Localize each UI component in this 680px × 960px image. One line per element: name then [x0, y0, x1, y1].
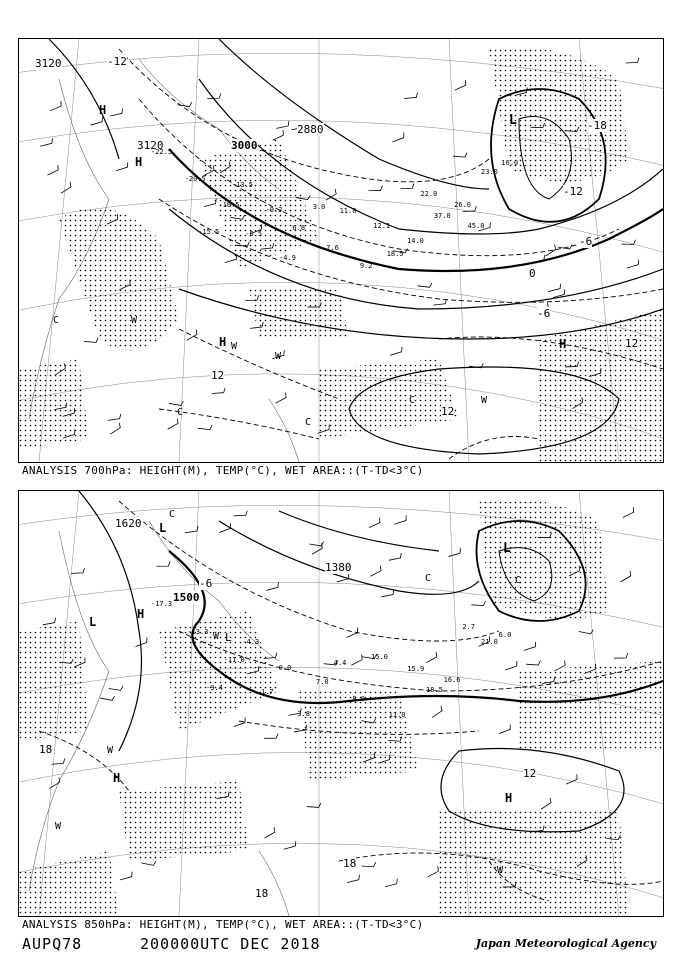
station-value: 22.0	[420, 190, 438, 199]
agency-name: Japan Meteorological Agency	[475, 937, 656, 950]
wind-barb	[110, 423, 120, 434]
station-value: 1.7	[261, 687, 274, 696]
temp-label: -12	[563, 185, 583, 198]
warm-mark: W	[107, 745, 114, 756]
height-label: 3000	[231, 139, 258, 152]
height-label: 2880	[297, 123, 324, 136]
cold-mark: C	[305, 417, 312, 428]
warm-mark: W	[231, 341, 238, 352]
wind-barb	[120, 872, 132, 880]
high-pressure-center: H	[505, 791, 513, 805]
wind-barb	[541, 798, 551, 809]
station-value: -11.0	[223, 656, 245, 665]
temp-label: 12	[625, 337, 639, 350]
wind-barb	[453, 153, 467, 157]
station-value: -15.5	[198, 227, 220, 236]
temp-label: 18	[343, 857, 357, 870]
station-value: 15.0	[371, 652, 388, 661]
temp-label: -6	[199, 577, 213, 590]
wind-barb	[370, 566, 381, 577]
station-value: 12.1	[373, 222, 391, 231]
wind-barb	[47, 165, 58, 175]
station-value: 3.0	[312, 203, 326, 212]
wind-barb	[71, 568, 85, 573]
warm-mark: W	[497, 865, 504, 876]
wind-barb	[400, 184, 414, 189]
station-value: -13.3	[187, 628, 209, 637]
wind-barb	[265, 827, 275, 838]
wind-barb	[418, 283, 432, 287]
station-value: -22.5	[151, 148, 173, 156]
wind-barb	[526, 660, 540, 665]
temp-label: 0	[529, 267, 536, 280]
temp-label: 12	[211, 369, 225, 382]
station-value: 37.0	[433, 211, 451, 220]
wind-barb	[307, 803, 321, 808]
wind-barb	[198, 425, 212, 429]
height-label: 1620	[115, 517, 142, 530]
wind-barb	[390, 347, 402, 355]
station-value: 11.0	[339, 206, 357, 215]
wind-barb	[187, 329, 197, 340]
station-value: 16.0	[501, 159, 519, 168]
wind-barb	[169, 401, 183, 405]
wind-barb	[471, 601, 485, 606]
wind-barb	[499, 725, 510, 734]
wind-barb	[212, 388, 225, 394]
wind-barb	[432, 706, 442, 718]
high-pressure-center: H	[559, 337, 567, 351]
wind-barb	[626, 58, 640, 63]
height-label: 1500	[173, 591, 200, 604]
wind-barb	[49, 777, 59, 788]
height-label: 1380	[325, 561, 352, 574]
wind-barb	[428, 866, 439, 877]
station-value: 23.0	[481, 168, 498, 177]
wind-barb	[389, 553, 402, 560]
cold-mark: C	[53, 315, 60, 326]
wind-barb	[142, 861, 156, 865]
map-850hpa-canvas	[19, 491, 663, 916]
wind-barb	[116, 162, 128, 171]
temp-label: 18	[39, 743, 53, 756]
wind-barb	[426, 652, 436, 663]
wind-barb	[84, 338, 98, 343]
wind-barb	[347, 875, 359, 883]
wind-barb	[627, 260, 639, 268]
station-value: -9.4	[206, 683, 223, 692]
wind-barb	[620, 571, 630, 582]
wind-barb	[381, 590, 394, 597]
temp-label: -6	[579, 235, 593, 248]
station-value: -20.5	[184, 174, 206, 183]
station-value: -9.2	[265, 206, 283, 215]
station-value: 18.5	[426, 685, 443, 694]
low-pressure-center: L	[159, 521, 167, 535]
cold-mark: C	[177, 407, 184, 418]
station-value: -6.5	[245, 230, 263, 239]
station-value: 3.8	[297, 710, 310, 719]
station-value: 2.7	[462, 622, 475, 631]
wind-barb	[404, 93, 417, 99]
station-value: 26.0	[454, 201, 471, 210]
wind-barb	[579, 630, 593, 634]
wind-barb	[385, 879, 397, 887]
wind-barb	[524, 642, 536, 650]
panel-caption-700hpa: ANALYSIS 700hPa: HEIGHT(M), TEMP(°C), WET AREA::(T-TD<3°C)	[22, 464, 424, 477]
wind-barb	[614, 653, 628, 658]
temp-label: -18	[587, 119, 607, 132]
station-value: 21.0	[481, 638, 498, 647]
map-700hpa-canvas	[19, 39, 663, 462]
low-pressure-center: L	[89, 615, 97, 629]
station-value: -16.5	[218, 201, 240, 210]
wind-barb	[234, 511, 248, 516]
wind-barb	[369, 518, 380, 528]
wind-barb	[276, 121, 289, 128]
wind-barb	[505, 661, 517, 670]
temp-label: 12	[523, 767, 537, 780]
wind-barb	[91, 117, 103, 125]
warm-mark: W	[275, 351, 282, 362]
warm-mark: W	[55, 821, 62, 832]
wind-barb	[369, 186, 383, 191]
wind-barb	[100, 696, 114, 700]
wind-barb	[168, 418, 178, 429]
wind-barb	[558, 245, 572, 249]
wind-barb	[276, 393, 287, 404]
wind-barb	[548, 284, 560, 292]
wind-barb	[156, 561, 170, 566]
low-pressure-center: L	[503, 541, 511, 556]
wind-barb	[395, 516, 407, 525]
wind-barb	[284, 841, 296, 849]
wind-barb	[273, 130, 284, 140]
temp-label: 12	[441, 405, 455, 418]
temp-label: -6	[537, 307, 551, 320]
station-value: 9.2	[359, 261, 373, 270]
station-value: -4.3	[242, 638, 260, 647]
temp-label: 18	[255, 887, 269, 900]
station-value: -13.5	[231, 181, 253, 190]
station-value: -4.9	[279, 253, 296, 262]
map-panel-850hpa	[18, 490, 664, 917]
chart-id: AUPQ78	[22, 935, 83, 953]
high-pressure-center: H	[219, 335, 227, 349]
valid-time: 200000UTC DEC 2018	[140, 935, 321, 953]
station-value: 11.0	[388, 710, 406, 719]
station-value: 14.0	[407, 236, 424, 245]
wind-barb	[351, 655, 362, 665]
warm-mark: W	[213, 631, 220, 642]
station-value: 8.0	[352, 695, 365, 704]
wind-barb	[266, 582, 278, 590]
station-value: 45.0	[467, 221, 485, 230]
station-value: 16.6	[443, 676, 461, 685]
cold-mark: C	[515, 575, 522, 586]
high-pressure-center: H	[99, 103, 107, 117]
wind-barb	[185, 526, 198, 533]
temp-label: -12	[107, 55, 127, 68]
low-pressure-center: L	[225, 631, 232, 644]
high-pressure-center: H	[135, 155, 143, 169]
wind-barb	[455, 80, 466, 90]
panel-caption-850hpa: ANALYSIS 850hPa: HEIGHT(M), TEMP(°C), WET AREA::(T-TD<3°C)	[22, 918, 424, 931]
cold-mark: C	[169, 509, 176, 520]
warm-mark: W	[131, 315, 138, 326]
wind-barb	[448, 548, 460, 556]
wind-barb	[40, 138, 52, 146]
wind-barb	[566, 774, 577, 784]
wind-barb	[109, 686, 123, 690]
station-value: 6.8	[292, 224, 306, 233]
height-label: 3120	[137, 139, 164, 152]
wind-barb	[61, 182, 71, 193]
cold-mark: C	[425, 573, 432, 584]
station-value: 15.9	[407, 665, 425, 674]
wind-barb	[43, 618, 56, 625]
high-pressure-center: H	[113, 771, 121, 785]
map-panel-700hpa	[18, 38, 664, 463]
wind-barb	[108, 414, 121, 421]
station-value: 4.4	[333, 658, 347, 667]
wind-barb	[393, 133, 404, 142]
station-value: 7.0	[316, 677, 329, 686]
wind-barb	[264, 734, 278, 739]
high-pressure-center: H	[137, 607, 145, 621]
wind-barb	[110, 109, 122, 117]
wind-barb	[623, 507, 634, 517]
wind-barb	[362, 862, 376, 867]
station-value: 6.0	[498, 630, 512, 639]
wind-barb	[50, 101, 61, 111]
wind-barb	[207, 93, 221, 98]
station-value: 7.6	[326, 243, 339, 252]
station-value: 0.0	[278, 663, 292, 672]
warm-mark: W	[481, 395, 488, 406]
station-value: -17.3	[151, 600, 173, 608]
station-value: 18.5	[386, 250, 404, 258]
height-label: 3120	[35, 57, 62, 70]
low-pressure-center: L	[509, 113, 517, 128]
cold-mark: C	[409, 395, 416, 406]
